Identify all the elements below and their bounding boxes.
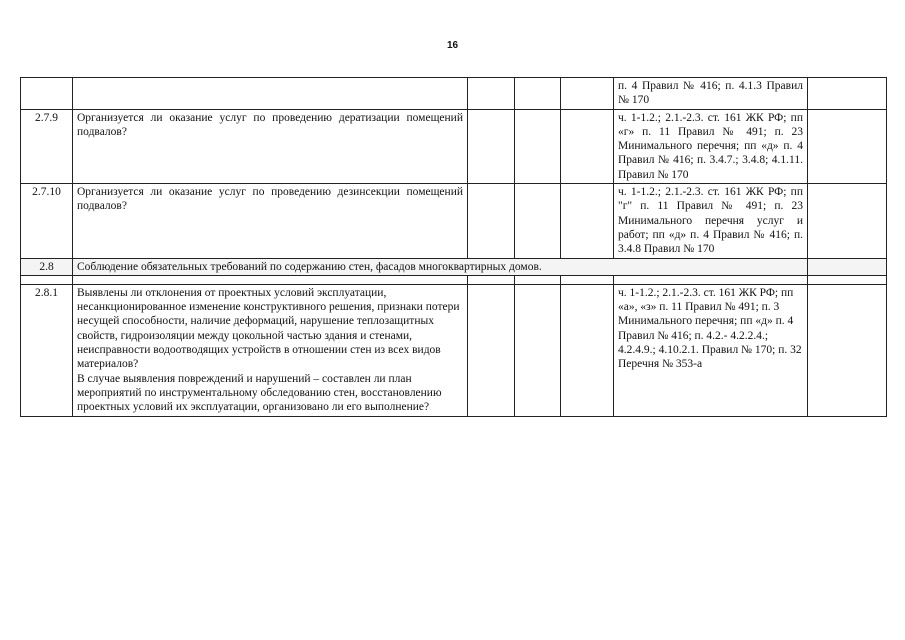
section-row bbox=[21, 258, 887, 275]
item-number bbox=[21, 78, 73, 110]
spacer-row bbox=[21, 275, 887, 284]
notes-cell bbox=[808, 258, 887, 275]
answer-na-cell bbox=[561, 284, 614, 416]
question-cell bbox=[73, 284, 468, 416]
item-number: 2.8.1 bbox=[21, 284, 73, 416]
legal-reference: ч. 1-1.2.; 2.1.-2.3. ст. 161 ЖК РФ; пп «а», «з» п. 11 Правил № 491; п. 3 Минимального перечня; пп «д» п. 4 Правил № 416; п. 4.2.- 4.2.2.4.; 4.2.4.9.; 4.10.2.1. Правил № 170; п. 32 Перечня № 353-а bbox=[614, 284, 808, 416]
legal-reference: ч. 1-1.2.; 2.1.-2.3. ст. 161 ЖК РФ; пп "г" п. 11 Правил № 491; п. 23 Минимального перечня услуг и работ; пп «д» п. 4 Правил № 416; п. 3.4.8 Правил № 170 bbox=[614, 184, 808, 258]
page-number: 16 bbox=[446, 40, 459, 51]
answer-yes-cell bbox=[468, 109, 515, 183]
legal-reference: ч. 1-1.2.; 2.1.-2.3. ст. 161 ЖК РФ; пп «г» п. 11 Правил № 491; п. 23 Минимального перечня; пп «д» п. 4 Правил № 416; п. 3.4.7.; 3.4.8; 4.1.11. Правил № 170 bbox=[614, 109, 808, 183]
answer-no-cell bbox=[515, 109, 561, 183]
section-number: 2.8 bbox=[21, 258, 73, 275]
item-number: 2.7.9 bbox=[21, 109, 73, 183]
table-row bbox=[21, 284, 887, 416]
answer-no-cell bbox=[515, 78, 561, 110]
table-row bbox=[21, 78, 887, 110]
question-text: Организуется ли оказание услуг по проведению дератизации помещений подвалов? bbox=[73, 109, 468, 183]
item-number: 2.7.10 bbox=[21, 184, 73, 258]
question-text: Выявлены ли отклонения от проектных условий эксплуатации, несанкционированное изменение конструктивного решения, признаки потери несущей способности, наличие деформаций, нарушение теплозащитных свойств, гидроизоляции между цокольной частью здания и стенами, неисправности водоотводящих устройств в отношении стен из всех видов материалов? bbox=[77, 286, 460, 371]
answer-yes-cell bbox=[468, 78, 515, 110]
notes-cell bbox=[808, 284, 887, 416]
legal-reference: п. 4 Правил № 416; п. 4.1.3 Правил № 170 bbox=[614, 78, 808, 110]
answer-na-cell bbox=[561, 109, 614, 183]
answer-na-cell bbox=[561, 78, 614, 110]
table-row bbox=[21, 109, 887, 183]
question-followup-text: В случае выявления повреждений и нарушений – составлен ли план мероприятий по инструментальному обследованию стен, восстановлению проектных условий их эксплуатации, организовано ли его выполнение? bbox=[77, 372, 442, 414]
notes-cell bbox=[808, 109, 887, 183]
checklist-table bbox=[20, 77, 887, 417]
answer-na-cell bbox=[561, 184, 614, 258]
notes-cell bbox=[808, 184, 887, 258]
section-title: Соблюдение обязательных требований по содержанию стен, фасадов многоквартирных домов. bbox=[73, 258, 808, 275]
answer-yes-cell bbox=[468, 284, 515, 416]
answer-no-cell bbox=[515, 284, 561, 416]
question-cell bbox=[73, 78, 468, 110]
notes-cell bbox=[808, 78, 887, 110]
answer-no-cell bbox=[515, 184, 561, 258]
table-row bbox=[21, 184, 887, 258]
answer-yes-cell bbox=[468, 184, 515, 258]
question-text: Организуется ли оказание услуг по проведению дезинсекции помещений подвалов? bbox=[73, 184, 468, 258]
